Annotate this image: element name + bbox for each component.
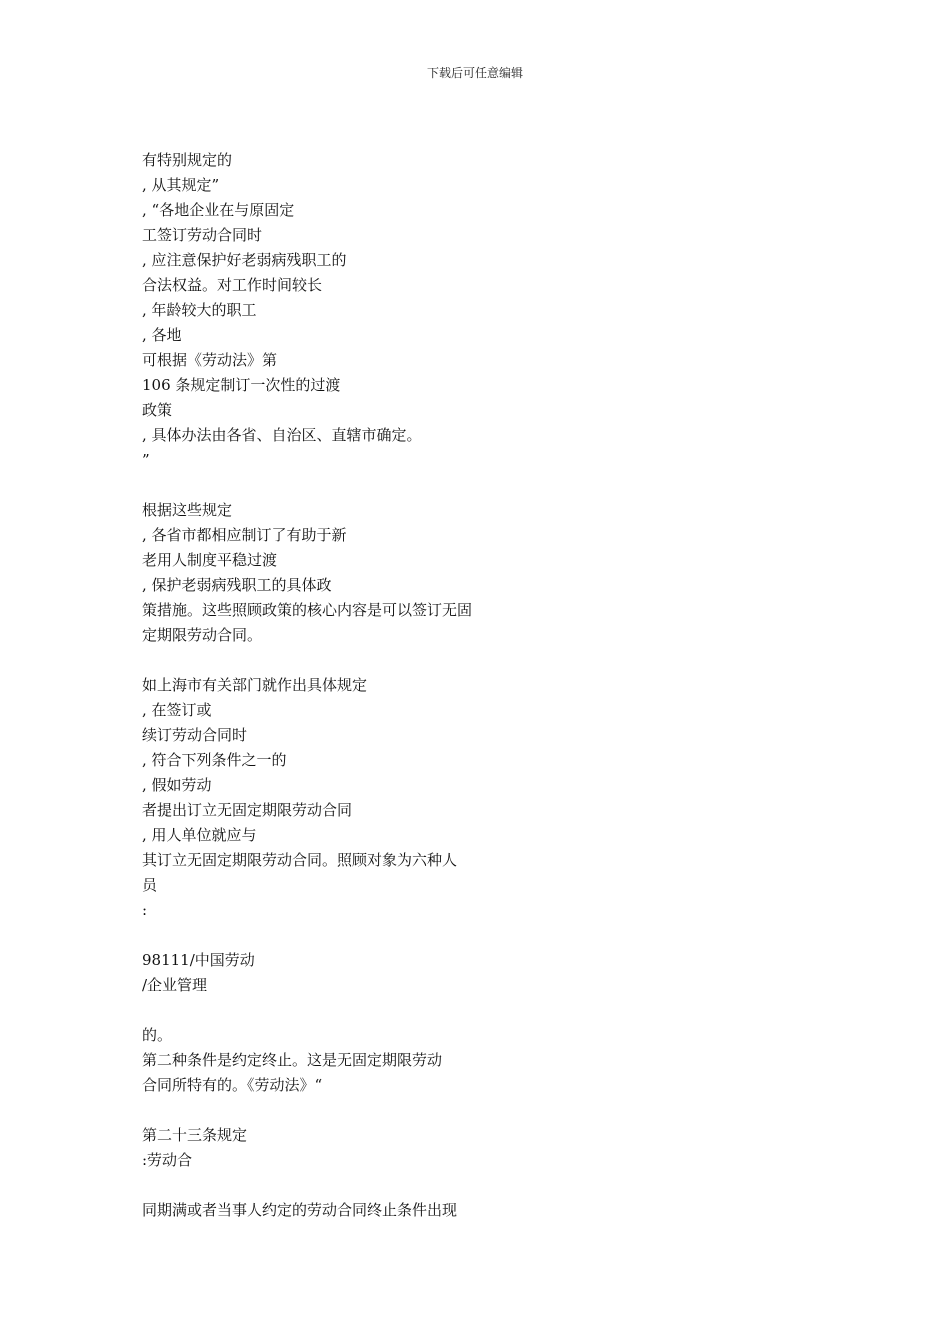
text-line: :劳动合 — [142, 1151, 193, 1169]
paragraph-gap — [142, 1173, 562, 1198]
text-line: , 年龄较大的职工 — [142, 301, 257, 319]
text-line: 106 条规定制订一次性的过渡 — [142, 376, 341, 394]
text-line: 政策 — [142, 401, 173, 419]
text-line: , 各地 — [142, 326, 182, 344]
text-line: , 用人单位就应与 — [142, 826, 257, 844]
document-body — [142, 148, 562, 1223]
text-line: 如上海市有关部门就作出具体规定 — [142, 676, 368, 694]
paragraph-gap — [142, 473, 562, 498]
text-line: 策措施。这些照顾政策的核心内容是可以签订无固 — [142, 601, 473, 619]
text-line: 第二十三条规定 — [142, 1126, 248, 1144]
text-line: , 保护老弱病残职工的具体政 — [142, 576, 332, 594]
text-line: /企业管理 — [142, 976, 208, 994]
text-line: 其订立无固定期限劳动合同。照顾对象为六种人 — [142, 851, 458, 869]
text-line: : — [142, 901, 148, 919]
text-line: , 应注意保护好老弱病残职工的 — [142, 251, 347, 269]
text-line: 员 — [142, 876, 158, 894]
text-line: 老用人制度平稳过渡 — [142, 551, 278, 569]
text-line: 的。 — [142, 1026, 173, 1044]
text-line: 续订劳动合同时 — [142, 726, 248, 744]
text-line: , 在签订或 — [142, 701, 212, 719]
text-line: 同期满或者当事人约定的劳动合同终止条件出现 — [142, 1201, 458, 1219]
paragraph-gap — [142, 923, 562, 948]
text-line: 工签订劳动合同时 — [142, 226, 263, 244]
text-line: 合法权益。对工作时间较长 — [142, 276, 323, 294]
text-line: 有特别规定的 — [142, 151, 233, 169]
text-line: , 假如劳动 — [142, 776, 212, 794]
text-line: 根据这些规定 — [142, 501, 233, 519]
page-header: 下载后可任意编辑 — [426, 66, 523, 80]
paragraph-gap — [142, 998, 562, 1023]
text-line: 合同所特有的。《劳动法》“ — [142, 1076, 323, 1094]
text-line: , “各地企业在与原固定 — [142, 201, 295, 219]
text-line: 98111/中国劳动 — [142, 951, 255, 969]
text-line: 第二种条件是约定终止。这是无固定期限劳动 — [142, 1051, 443, 1069]
text-line: , 具体办法由各省、自治区、直辖市确定。 — [142, 426, 422, 444]
paragraph-gap — [142, 1098, 562, 1123]
text-line: , 各省市都相应制订了有助于新 — [142, 526, 347, 544]
text-line: 可根据《劳动法》第 — [142, 351, 278, 369]
text-line: ” — [142, 451, 150, 469]
text-line: , 从其规定” — [142, 176, 220, 194]
text-line: 者提出订立无固定期限劳动合同 — [142, 801, 353, 819]
paragraph-gap — [142, 648, 562, 673]
text-line: 定期限劳动合同。 — [142, 626, 263, 644]
text-line: , 符合下列条件之一的 — [142, 751, 287, 769]
